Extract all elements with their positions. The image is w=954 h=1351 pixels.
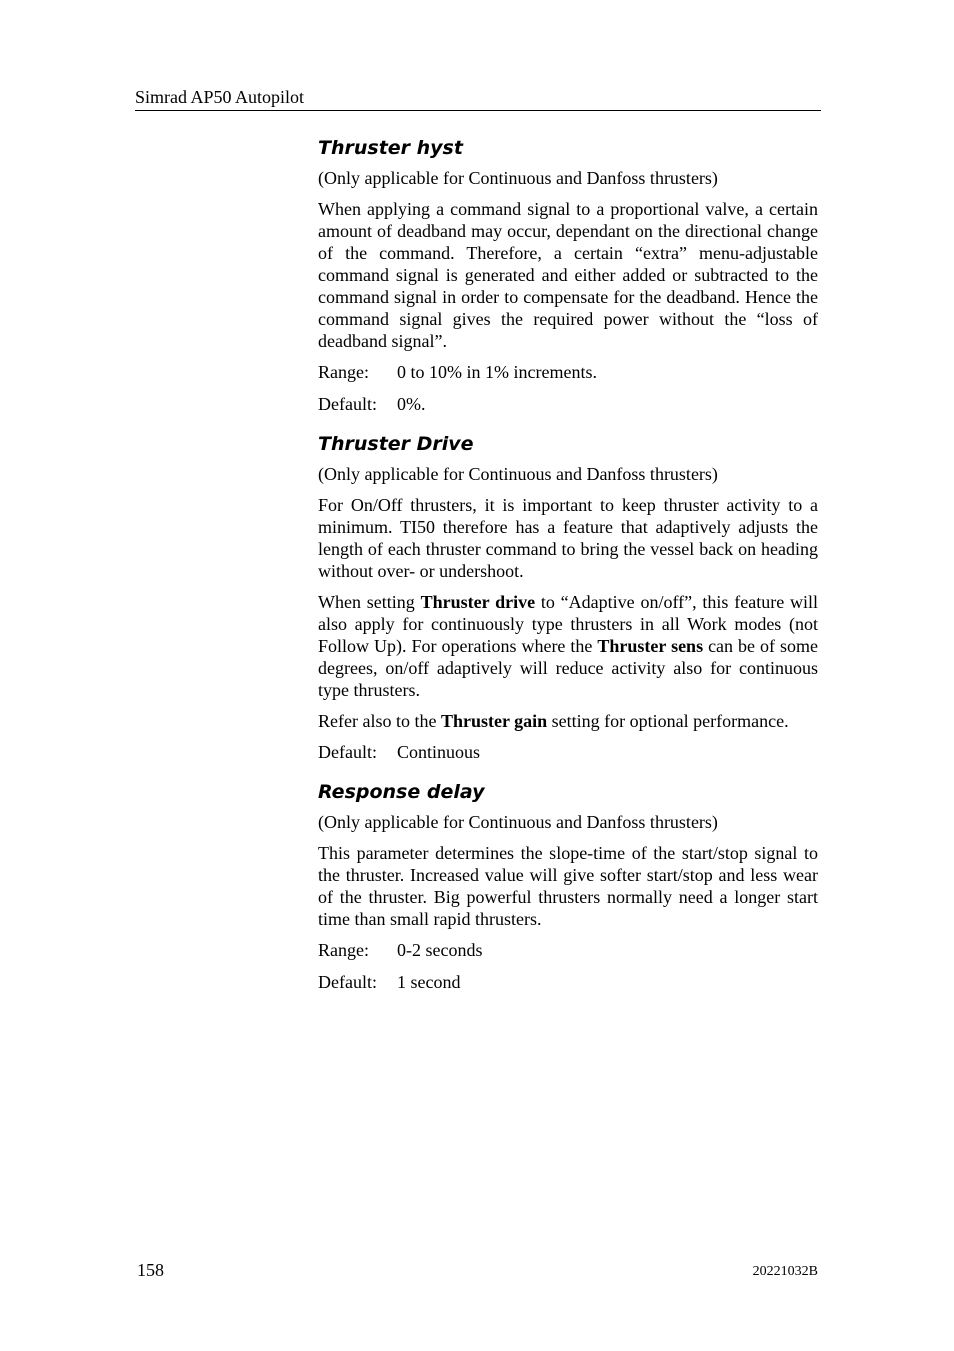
page-content	[318, 136, 818, 1003]
text-run: can be of some degrees, on/off adaptively will reduce activity also for continuous type thrusters.	[318, 636, 818, 700]
bold-term-thruster-drive: Thruster drive	[420, 592, 536, 612]
document-number: 20221032B	[752, 1264, 818, 1279]
body-paragraph	[318, 591, 818, 701]
range-label: Range:	[318, 940, 369, 960]
bold-term-thruster-gain: Thruster gain	[440, 711, 548, 731]
section-heading: Thruster Drive	[318, 433, 474, 455]
range-value: 0 to 10% in 1% increments.	[397, 362, 597, 382]
applicability-note: (Only applicable for Continuous and Danfoss thrusters)	[318, 168, 718, 188]
default-row	[318, 971, 818, 993]
text-run: setting for optional performance.	[547, 711, 789, 731]
text-run: When setting	[318, 592, 421, 612]
default-label: Default:	[318, 742, 377, 762]
applicability-note: (Only applicable for Continuous and Danfoss thrusters)	[318, 464, 718, 484]
section-thruster-hyst	[318, 136, 818, 415]
default-label: Default:	[318, 972, 377, 992]
default-row	[318, 741, 818, 763]
section-heading: Thruster hyst	[318, 137, 463, 159]
section-heading: Response delay	[318, 781, 485, 803]
applicability-note: (Only applicable for Continuous and Danfoss thrusters)	[318, 812, 718, 832]
default-row	[318, 393, 818, 415]
range-row	[318, 939, 818, 961]
section-response-delay	[318, 780, 818, 993]
body-paragraph	[318, 710, 818, 732]
default-value: 1 second	[397, 972, 461, 992]
page-number: 158	[137, 1260, 164, 1280]
default-label: Default:	[318, 394, 377, 414]
default-value: 0%.	[397, 394, 426, 414]
range-row	[318, 361, 818, 383]
text-run: Refer also to the	[318, 711, 441, 731]
body-paragraph: When applying a command signal to a proportional valve, a certain amount of deadband may occur, dependant on the directional change of the command. Therefore, a certain “extra” menu-adjustable command signal is generated and either added or subtracted to the command signal in order to compensate for the deadband. Hence the command signal gives the required power without the “loss of deadband signal”.	[318, 199, 818, 351]
bold-term-thruster-sens: Thruster sens	[597, 636, 704, 656]
body-paragraph: For On/Off thrusters, it is important to keep thruster activity to a minimum. TI50 therefore has a feature that adaptively adjusts the length of each thruster command to bring the vessel back on heading without over- or undershoot.	[318, 495, 818, 581]
range-label: Range:	[318, 362, 369, 382]
section-thruster-drive	[318, 432, 818, 763]
text-run: to “Adaptive on/off”, this feature will also apply for continuously type thrusters in all Work modes (not Follow Up). For operations where the	[318, 592, 818, 656]
body-paragraph: This parameter determines the slope-time of the start/stop signal to the thruster. Increased value will give softer start/stop and less wear of the thruster. Big powerful thrusters normally need a longer start time than small rapid thrusters.	[318, 843, 818, 929]
running-header: Simrad AP50 Autopilot	[135, 86, 821, 111]
range-value: 0-2 seconds	[397, 940, 483, 960]
default-value: Continuous	[397, 742, 481, 762]
